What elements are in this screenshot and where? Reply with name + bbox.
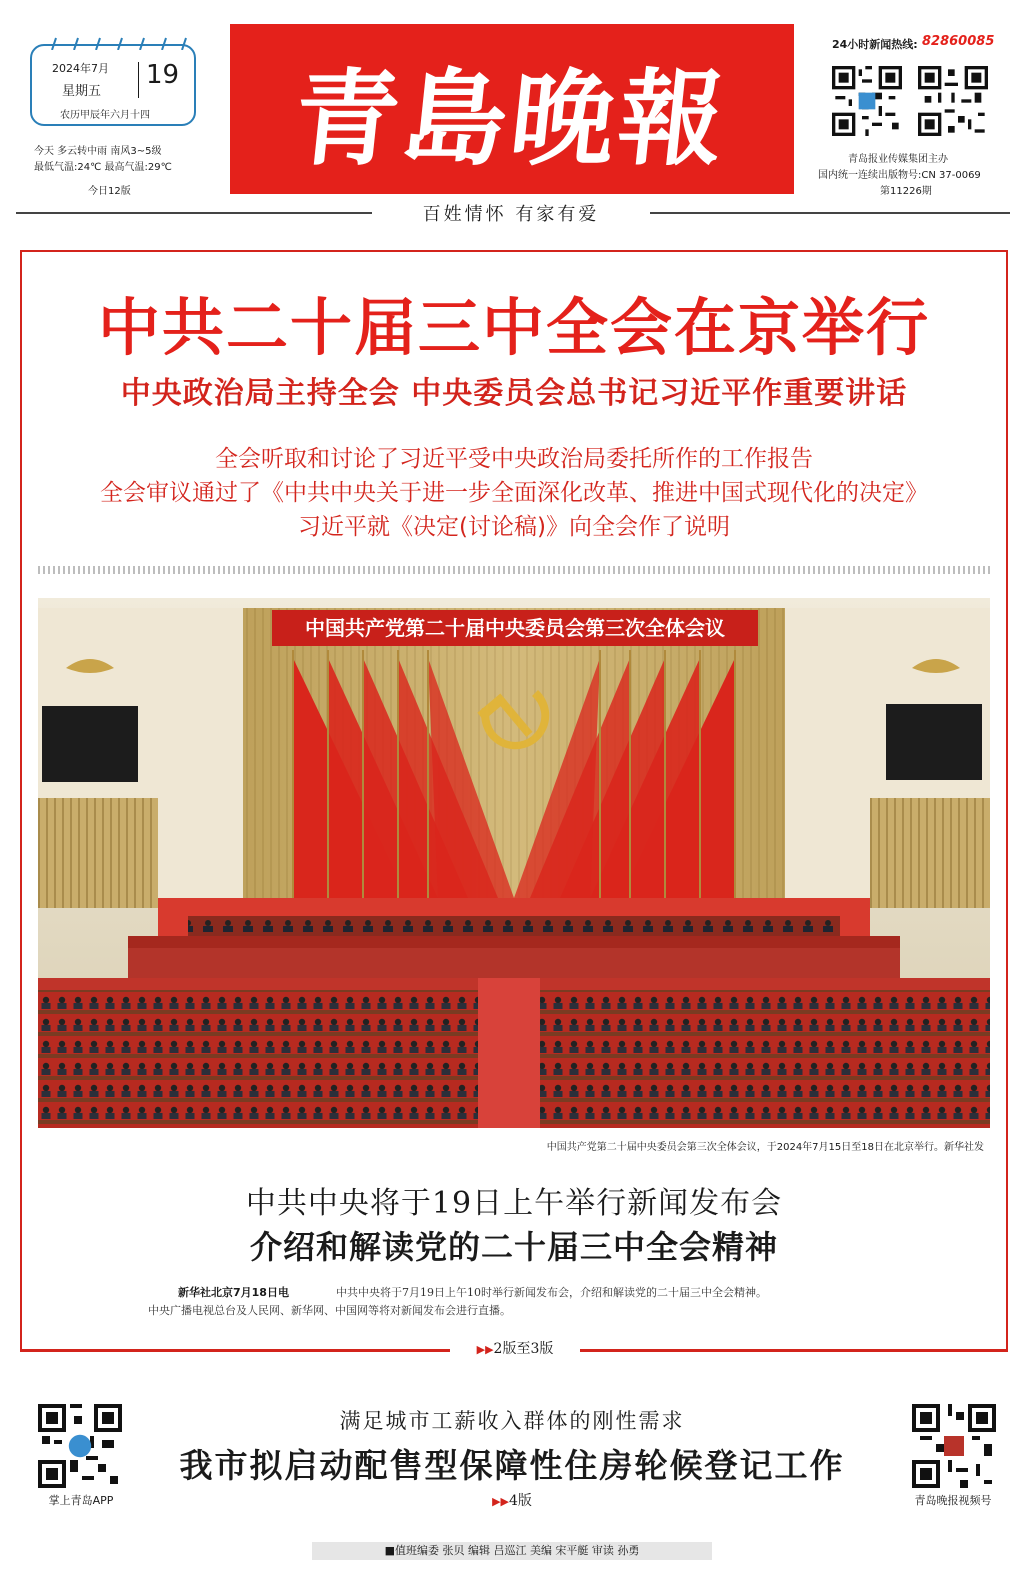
issue-number: 第11226期 (880, 186, 932, 197)
binder-rings-icon (50, 36, 190, 50)
editorial-credits: ■值班编委 张贝 编辑 吕巡江 美编 宋平艇 审读 孙勇 (312, 1542, 712, 1560)
qr-code-icon[interactable] (912, 1404, 996, 1488)
divider-line (20, 1349, 450, 1351)
qr-code-icon[interactable] (38, 1404, 122, 1488)
page-count: 今日12版 (88, 186, 131, 197)
photo-caption: 中国共产党第二十届中央委员会第三次全体会议，于2024年7月15日至18日在北京举行。新华社发 (546, 1142, 984, 1153)
divider-line (580, 1349, 1008, 1351)
qr-code-icon[interactable] (832, 66, 902, 136)
deck-line-2: 全会审议通过了《中共中央关于进一步全面深化改革、推进中国式现代化的决定》 (100, 480, 928, 506)
second-story-title[interactable]: 我市拟启动配售型保障性住房轮候登记工作 (179, 1446, 845, 1485)
double-triangle-icon: ▶▶ (476, 1343, 494, 1356)
decorative-stripe (38, 566, 990, 574)
date-day: 19 (146, 60, 180, 90)
hotline-number: 82860085 (922, 34, 995, 49)
page-pointer-main-label: 2版至3版 (493, 1341, 554, 1357)
date-weekday: 星期五 (62, 84, 102, 99)
page-pointer-second-label: 4版 (509, 1493, 532, 1509)
double-triangle-icon: ▶▶ (492, 1495, 509, 1508)
page-pointer-main[interactable] (450, 1338, 580, 1360)
qr-app-label: 掌上青岛APP (48, 1494, 114, 1507)
deck-line-3: 习近平就《决定(讨论稿)》向全会作了说明 (298, 514, 730, 540)
weather-line-1: 今天 多云转中雨 南风3~5级 (34, 146, 162, 157)
news-brief-body-2: 中央广播电视总台及人民网、新华网、中国网等将对新闻发布会进行直播。 (148, 1304, 511, 1317)
masthead-title: 青島晚報 (288, 57, 734, 180)
weather-line-2: 最低气温:24℃ 最高气温:29℃ (34, 162, 172, 173)
hotline-label: 24小时新闻热线: (832, 38, 918, 51)
lead-headline[interactable]: 中共二十届三中全会在京举行 (97, 291, 930, 364)
qr-video-label: 青岛晚报视频号 (914, 1494, 992, 1507)
date-divider (138, 62, 139, 98)
page-pointer-second[interactable] (460, 1490, 564, 1510)
slogan-rule-right (650, 212, 1010, 214)
cn-number: 国内统一连续出版物号:CN 37-0069 (818, 170, 981, 181)
slogan: 百姓情怀 有家有爱 (422, 204, 600, 225)
deck-line-1: 全会听取和讨论了习近平受中央政治局委托所作的工作报告 (215, 446, 813, 472)
news-brief-title[interactable]: 中共中央将于19日上午举行新闻发布会 (245, 1186, 783, 1221)
plenary-session-photo[interactable] (38, 598, 990, 1128)
news-brief-body-1: 中共中央将于7月19日上午10时举行新闻发布会，介绍和解读党的二十届三中全会精神。 (336, 1286, 767, 1299)
date-year-month: 2024年7月 (52, 62, 109, 75)
lunar-date: 农历甲辰年六月十四 (60, 110, 150, 121)
photo-banner-text: 中国共产党第二十届中央委员会第三次全体会议 (305, 616, 725, 640)
second-story-kicker: 满足城市工薪收入群体的刚性需求 (339, 1409, 685, 1433)
news-brief-dateline: 新华社北京7月18日电 (178, 1286, 289, 1299)
news-brief-subtitle: 介绍和解读党的二十届三中全会精神 (249, 1228, 778, 1266)
sponsor-text: 青岛报业传媒集团主办 (848, 154, 948, 165)
slogan-rule-left (16, 212, 372, 214)
qr-code-icon[interactable] (918, 66, 988, 136)
lead-subhead: 中央政治局主持全会 中央委员会总书记习近平作重要讲话 (120, 376, 908, 411)
